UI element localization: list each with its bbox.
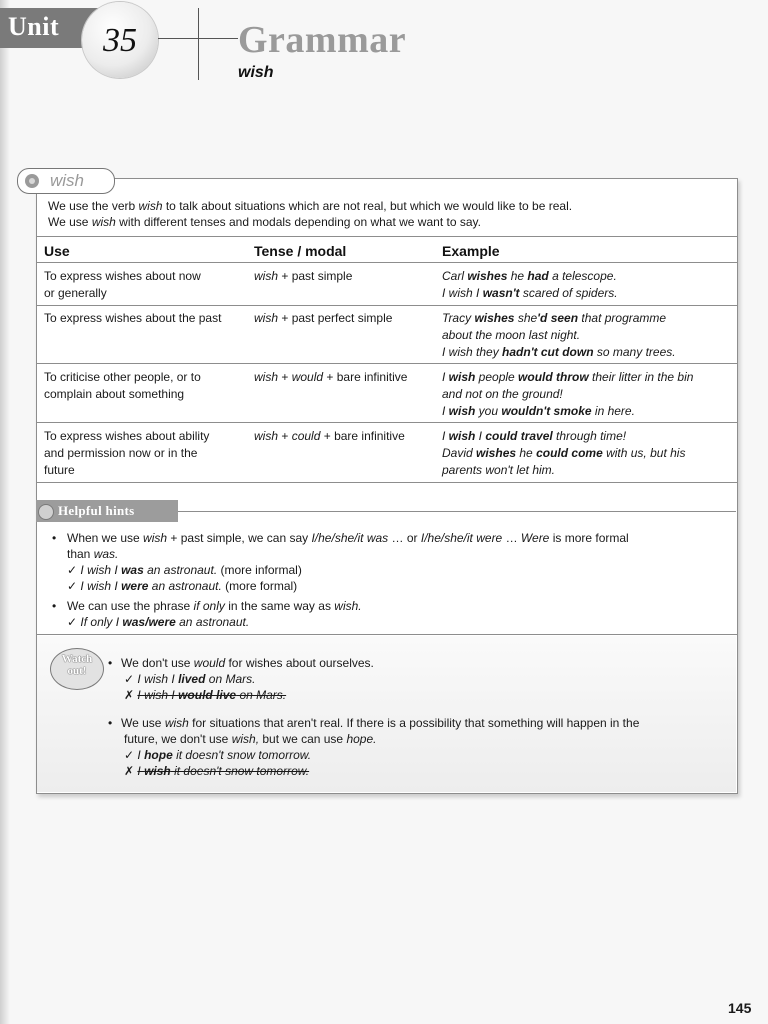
intro-text bbox=[48, 198, 728, 230]
hint-italic: an astronaut. bbox=[143, 563, 218, 577]
hint-italic: wish bbox=[143, 531, 168, 545]
cell-line: future bbox=[44, 463, 75, 477]
example-text: I wish they bbox=[442, 345, 503, 359]
cell-keyword: wish bbox=[254, 370, 279, 384]
cell-line: or generally bbox=[44, 286, 107, 300]
example-text: she bbox=[514, 311, 538, 325]
hint-example-3 bbox=[67, 614, 249, 630]
cell-line: To criticise other people, or to bbox=[44, 370, 201, 384]
example-text: their litter in the bin bbox=[588, 370, 694, 384]
hint-text: than bbox=[67, 547, 94, 561]
table-cell-example bbox=[442, 310, 676, 361]
cell-keyword: wish bbox=[254, 429, 279, 443]
hint-bullet-2 bbox=[67, 598, 362, 614]
example-bold: wish bbox=[448, 404, 476, 418]
page-title: Grammar bbox=[238, 19, 407, 61]
check-icon: ✓ bbox=[67, 615, 78, 629]
check-icon: ✓ bbox=[67, 563, 78, 577]
cross-icon: ✗ bbox=[124, 764, 135, 778]
column-header-example: Example bbox=[442, 243, 500, 259]
cell-text: + past perfect simple bbox=[278, 311, 393, 325]
hint-italic: I/he/she/it were bbox=[420, 531, 503, 545]
example-line bbox=[442, 428, 685, 445]
hint-text: When we use bbox=[67, 531, 144, 545]
watch-out-italic: would bbox=[193, 656, 226, 670]
example-text: I bbox=[442, 429, 449, 443]
watch-out-correct-1 bbox=[124, 671, 255, 687]
check-icon: ✓ bbox=[124, 672, 135, 686]
example-text: I bbox=[442, 404, 449, 418]
check-icon: ✓ bbox=[124, 748, 135, 762]
watch-out-italic: wish, bbox=[231, 732, 260, 746]
example-text: a telescope. bbox=[548, 269, 617, 283]
example-text: scared of spiders. bbox=[519, 286, 618, 300]
watch-out-italic: hope. bbox=[346, 732, 377, 746]
cell-keyword: wish bbox=[254, 269, 279, 283]
cell-text: + bare infinitive bbox=[320, 429, 405, 443]
intro-line-2 bbox=[48, 214, 728, 230]
example-text: Carl bbox=[442, 269, 468, 283]
example-text: and not on the ground! bbox=[442, 387, 563, 401]
hint-italic: an astronaut. bbox=[148, 579, 222, 593]
cell-line: and permission now or in the bbox=[44, 446, 198, 460]
example-text: in here. bbox=[591, 404, 635, 418]
example-line bbox=[442, 386, 693, 403]
watch-out-italic: I wish I bbox=[137, 688, 179, 702]
hint-text: in the same way as bbox=[224, 599, 335, 613]
example-text: you bbox=[475, 404, 502, 418]
example-line bbox=[442, 268, 618, 285]
page-edge-shadow bbox=[0, 0, 10, 1024]
hint-text: … or bbox=[388, 531, 421, 545]
hint-text: + past simple, we can say bbox=[167, 531, 312, 545]
example-bold: wishes bbox=[474, 311, 515, 325]
hint-bold: was/were bbox=[122, 615, 176, 629]
hint-bullet-1 bbox=[67, 530, 629, 546]
watch-out-text: but we can use bbox=[259, 732, 347, 746]
watch-out-text: We don't use bbox=[121, 656, 194, 670]
watch-out-text: future, we don't use bbox=[124, 732, 232, 746]
hint-text: is more formal bbox=[549, 531, 629, 545]
intro-text-part: We use bbox=[48, 215, 92, 229]
intro-keyword: wish bbox=[138, 199, 163, 213]
example-line bbox=[442, 462, 685, 479]
example-bold: wish bbox=[448, 370, 476, 384]
cell-keyword: would bbox=[291, 370, 324, 384]
example-text: I wish I bbox=[442, 286, 483, 300]
hint-italic: I/he/she/it was bbox=[311, 531, 389, 545]
example-text: so many trees. bbox=[593, 345, 676, 359]
intro-line-1 bbox=[48, 198, 728, 214]
watch-out-italic: I bbox=[134, 748, 145, 762]
check-icon: ✓ bbox=[67, 579, 78, 593]
watch-out-bold: hope bbox=[144, 748, 173, 762]
bullet-dot: • bbox=[108, 716, 113, 730]
watch-out-bullet-2-line-2 bbox=[124, 731, 376, 747]
section-label: wish bbox=[50, 171, 85, 190]
example-text: David bbox=[442, 446, 477, 460]
intro-keyword: wish bbox=[91, 215, 116, 229]
table-cell-tense bbox=[254, 369, 407, 386]
watch-out-text: We use bbox=[121, 716, 165, 730]
watch-out-italic: it doesn't snow tomorrow. bbox=[172, 748, 312, 762]
cell-text: + bbox=[278, 370, 292, 384]
hint-italic: wish. bbox=[334, 599, 362, 613]
table-cell-use bbox=[44, 310, 221, 327]
bullet-dot: • bbox=[52, 531, 57, 545]
example-text: people bbox=[475, 370, 519, 384]
helpful-hints-label: Helpful hints bbox=[58, 503, 135, 518]
watch-out-italic: it doesn't snow tomorrow. bbox=[170, 764, 310, 778]
watch-out-italic: I bbox=[137, 764, 145, 778]
example-line bbox=[442, 344, 676, 361]
cell-text: + bbox=[278, 429, 292, 443]
example-bold: hadn't cut down bbox=[502, 345, 594, 359]
example-line bbox=[442, 445, 685, 462]
hint-text: (more formal) bbox=[221, 579, 298, 593]
cell-line: To express wishes about now bbox=[44, 269, 201, 283]
example-bold: had bbox=[527, 269, 549, 283]
example-bold: wish bbox=[448, 429, 476, 443]
watch-out-bold: wish bbox=[144, 764, 171, 778]
watch-out-bullet-2 bbox=[121, 715, 639, 731]
hints-circle-icon bbox=[38, 504, 54, 520]
example-bold: 'd seen bbox=[537, 311, 579, 325]
example-bold: wishes bbox=[476, 446, 517, 460]
example-line bbox=[442, 369, 693, 386]
watch-out-italic: I wish I bbox=[134, 672, 179, 686]
example-text: that programme bbox=[578, 311, 667, 325]
bullet-dot: • bbox=[52, 599, 57, 613]
table-cell-tense bbox=[254, 310, 392, 327]
example-line bbox=[442, 310, 676, 327]
example-bold: could travel bbox=[485, 429, 553, 443]
watch-out-incorrect-2 bbox=[124, 763, 309, 779]
hint-example-2 bbox=[67, 578, 297, 594]
hint-bullet-1-line-2 bbox=[67, 546, 118, 562]
hint-bold: was bbox=[121, 563, 144, 577]
example-bold: wasn't bbox=[482, 286, 520, 300]
cross-icon: ✗ bbox=[124, 688, 135, 702]
watch-out-text: for wishes about ourselves. bbox=[225, 656, 374, 670]
hint-italic: an astronaut. bbox=[175, 615, 250, 629]
watch-out-bold: would live bbox=[178, 688, 237, 702]
hint-italic: if only bbox=[193, 599, 225, 613]
example-text: he bbox=[516, 446, 537, 460]
table-cell-use bbox=[44, 268, 201, 302]
hint-italic: I wish I bbox=[77, 579, 122, 593]
page-subtitle: wish bbox=[238, 64, 274, 81]
intro-text-part: We use the verb bbox=[48, 199, 139, 213]
watch-out-incorrect-1 bbox=[124, 687, 286, 703]
hint-italic: was. bbox=[93, 547, 119, 561]
example-text: through time! bbox=[552, 429, 627, 443]
watch-out-italic: on Mars. bbox=[236, 688, 287, 702]
hint-text: (more informal) bbox=[217, 563, 302, 577]
watch-out-italic: on Mars. bbox=[205, 672, 256, 686]
unit-number: 35 bbox=[103, 22, 137, 59]
cell-keyword: wish bbox=[254, 311, 279, 325]
table-row-rule bbox=[36, 422, 737, 423]
unit-label: Unit bbox=[8, 12, 60, 41]
example-bold: wouldn't smoke bbox=[501, 404, 592, 418]
watch-out-correct-2 bbox=[124, 747, 311, 763]
table-cell-use bbox=[44, 428, 209, 479]
cell-text: + past simple bbox=[278, 269, 353, 283]
cell-line: To express wishes about ability bbox=[44, 429, 210, 443]
hint-text: … bbox=[502, 531, 521, 545]
hints-divider bbox=[178, 511, 736, 512]
hint-text: We can use the phrase bbox=[67, 599, 194, 613]
watch-out-italic: wish bbox=[164, 716, 189, 730]
watch-out-label-line: out! bbox=[67, 665, 87, 677]
example-text: he bbox=[507, 269, 528, 283]
watch-out-bullet-1 bbox=[121, 655, 374, 671]
example-line bbox=[442, 327, 676, 344]
bullet-dot: • bbox=[108, 656, 113, 670]
column-header-use: Use bbox=[44, 243, 70, 259]
example-bold: wishes bbox=[467, 269, 508, 283]
example-text: parents won't let him. bbox=[442, 463, 556, 477]
watch-out-label-line: Watch bbox=[61, 653, 93, 665]
table-cell-example bbox=[442, 428, 685, 479]
table-cell-example bbox=[442, 268, 618, 302]
intro-text-part: to talk about situations which are not real, but which we would like to be real. bbox=[162, 199, 573, 213]
intro-text-part: with different tenses and modals depending on what we want to say. bbox=[115, 215, 481, 229]
example-bold: would throw bbox=[518, 370, 589, 384]
table-cell-tense bbox=[254, 428, 405, 445]
example-text: I bbox=[475, 429, 486, 443]
table-row-rule bbox=[36, 363, 737, 364]
example-line bbox=[442, 403, 693, 420]
table-bottom-rule bbox=[36, 482, 737, 483]
hint-example-1 bbox=[67, 562, 302, 578]
example-text: with us, but his bbox=[602, 446, 686, 460]
cell-keyword: could bbox=[291, 429, 321, 443]
watch-out-label bbox=[50, 653, 104, 677]
page-number: 145 bbox=[728, 1000, 752, 1016]
cell-text: + bare infinitive bbox=[323, 370, 408, 384]
hint-italic: I wish I bbox=[77, 563, 122, 577]
table-header-rule bbox=[36, 262, 737, 263]
hint-bold: were bbox=[121, 579, 149, 593]
hint-italic: Were bbox=[520, 531, 550, 545]
example-line bbox=[442, 285, 618, 302]
table-cell-use bbox=[44, 369, 201, 403]
watch-out-text: for situations that aren't real. If there is a possibility that something will happen in the bbox=[188, 716, 640, 730]
example-text: about the moon last night. bbox=[442, 328, 581, 342]
table-cell-tense bbox=[254, 268, 352, 285]
bullet-circle-icon bbox=[25, 174, 39, 188]
table-cell-example bbox=[442, 369, 693, 420]
watch-out-bold: lived bbox=[178, 672, 206, 686]
cell-line: complain about something bbox=[44, 387, 185, 401]
hints-bottom-rule bbox=[36, 634, 737, 635]
table-row-rule bbox=[36, 305, 737, 306]
table-top-rule bbox=[36, 236, 737, 237]
example-bold: could come bbox=[536, 446, 603, 460]
cell-line: To express wishes about the past bbox=[44, 311, 222, 325]
example-text: Tracy bbox=[442, 311, 475, 325]
column-header-tense: Tense / modal bbox=[254, 243, 347, 259]
hint-italic: If only I bbox=[77, 615, 123, 629]
example-text: I bbox=[442, 370, 449, 384]
header-divider-vertical bbox=[198, 8, 199, 80]
